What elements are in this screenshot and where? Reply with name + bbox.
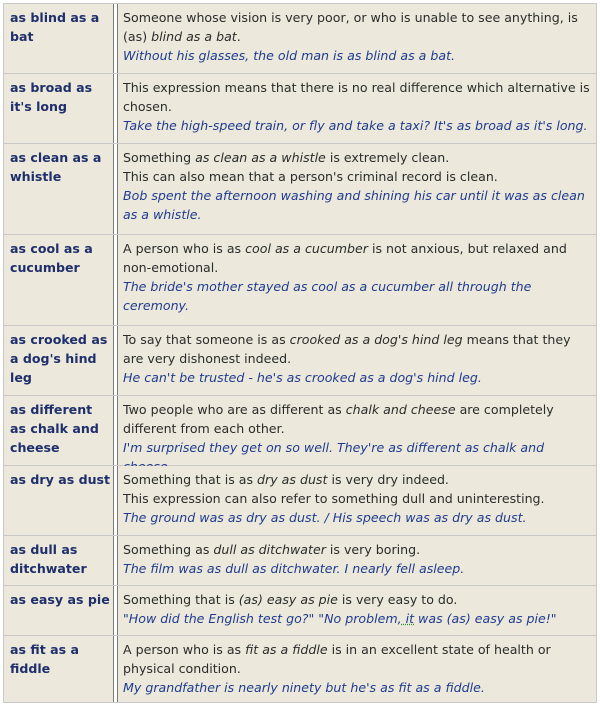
idiom-term: as clean as a whistle: [4, 144, 114, 234]
idiom-definition: Something as dull as ditchwater is very boring. The film was as dull as ditchwater. I nearly fell asleep.: [118, 536, 596, 585]
idiom-term: as easy as pie: [4, 586, 114, 635]
idiom-term: as cool as a cucumber: [4, 235, 114, 325]
table-row: [4, 235, 596, 326]
idiom-term: as dry as dust: [4, 466, 114, 535]
idiom-example: Without his glasses, the old man is as blind as a bat.: [123, 48, 456, 63]
idiom-example: "How did the English test go?" "No problem, it was (as) easy as pie!": [123, 611, 557, 626]
idiom-definition: Something as clean as a whistle is extremely clean. This can also mean that a person's criminal record is clean. Bob spent the afternoon washing and shining his car until it was as clean as a whistle.: [118, 144, 596, 234]
idiom-definition: Something that is as dry as dust is very dry indeed. This expression can also refer to something dull and uninteresting. The ground was as dry as dust. / His speech was as dry as dust.: [118, 466, 596, 535]
idiom-term: as fit as a fiddle: [4, 636, 114, 702]
idiom-term: as blind as a bat: [4, 4, 114, 73]
idiom-definition: This expression means that there is no real difference which alternative is chosen. Take the high-speed train, or fly and take a taxi? It's as broad as it's long.: [118, 74, 596, 143]
idiom-term: as dull as ditchwater: [4, 536, 114, 585]
grammar-check-underline: it: [401, 611, 415, 626]
idiom-term: as crooked as a dog's hind leg: [4, 326, 114, 395]
idiom-definition: Something that is (as) easy as pie is very easy to do. "How did the English test go?" "No problem, it was (as) easy as pie!": [118, 586, 596, 635]
idiom-example: The film was as dull as ditchwater. I nearly fell asleep.: [123, 561, 465, 576]
idiom-definition: Someone whose vision is very poor, or who is unable to see anything, is (as) blind as a bat. Without his glasses, the old man is as blind as a bat.: [118, 4, 596, 73]
table-row: [4, 466, 596, 536]
idiom-example: My grandfather is nearly ninety but he's as fit as a fiddle.: [123, 680, 485, 695]
table-row: [4, 396, 596, 466]
idiom-example: The ground was as dry as dust. / His speech was as dry as dust.: [123, 510, 527, 525]
idiom-example: Take the high-speed train, or fly and take a taxi? It's as broad as it's long.: [123, 118, 588, 133]
idiom-term: as different as chalk and cheese: [4, 396, 114, 465]
table-row: [4, 144, 596, 235]
idiom-example: I'm surprised they get on so well. They're as different as chalk and: [123, 440, 545, 455]
idiom-definition: To say that someone is as crooked as a dog's hind leg means that they are very dishonest indeed. He can't be trusted - he's as crooked as a dog's hind leg.: [118, 326, 596, 395]
idiom-definition: Two people who are as different as chalk and cheese are completely different from each other. I'm surprised they get on so well. They're as different as chalk and: [118, 396, 596, 465]
idiom-example: He can't be trusted - he's as crooked as a dog's hind leg.: [123, 370, 482, 385]
idiom-definition: A person who is as fit as a fiddle is in an excellent state of health or physical condition. My grandfather is nearly ninety but he's as fit as a fiddle.: [118, 636, 596, 702]
idiom-example: Bob spent the afternoon washing and shining his car until it was as clean as a whistle.: [123, 188, 585, 222]
table-row: [4, 4, 596, 74]
table-row: [4, 326, 596, 396]
table-row: [4, 586, 596, 636]
idiom-term: as broad as it's long: [4, 74, 114, 143]
table-row: [4, 636, 596, 702]
idioms-table: [3, 3, 597, 703]
table-row: [4, 536, 596, 586]
idiom-example: The bride's mother stayed as cool as a cucumber all through the ceremony.: [123, 279, 532, 313]
idiom-definition: A person who is as cool as a cucumber is not anxious, but relaxed and non-emotional. The bride's mother stayed as cool as a cucumber all through the ceremony.: [118, 235, 596, 325]
table-row: [4, 74, 596, 144]
